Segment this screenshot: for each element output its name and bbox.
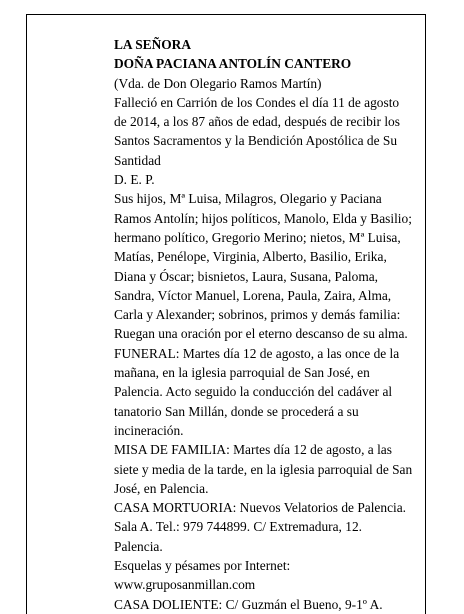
mortuary-paragraph: CASA MORTUORIA: Nuevos Velatorios de Palencia. Sala A. Tel.: 979 744899. C/ Extremadura, 12. Palencia. <box>114 500 407 554</box>
deceased-name: DOÑA PACIANA ANTOLÍN CANTERO <box>114 56 352 72</box>
family-mass-paragraph: MISA DE FAMILIA: Martes día 12 de agosto, a las siete y media de la tarde, en la iglesia parroquial de San José, en Palencia. <box>114 442 413 496</box>
obituary-text <box>114 35 414 614</box>
mourning-house-line: CASA DOLIENTE: C/ Guzmán el Bueno, 9-1º A. <box>114 596 383 612</box>
widow-line: (Vda. de Don Olegario Ramos Martín) <box>114 75 322 91</box>
dep-line: D. E. P. <box>114 172 155 188</box>
family-paragraph: Sus hijos, Mª Luisa, Milagros, Olegario y Paciana Ramos Antolín; hijos políticos, Manolo, Elda y Basilio; hermano político, Gregorio Merino; nietos, Mª Luisa, Matías, Penélope, Virginia, Alberto, Basilio, Erika, Diana y Óscar; bisnietos, Laura, Susana, Paloma, Sandra, Víctor Manuel, Lorena, Paula, Zaira, Alma, Carla y Alexander; sobrinos, primos y demás familia: Ruegan una oración por el eterno descanso de su alma. <box>114 191 412 342</box>
internet-paragraph: Esquelas y pésames por Internet: www.gruposanmillan.com <box>114 558 291 593</box>
death-paragraph: Falleció en Carrión de los Condes el día 11 de agosto de 2014, a los 87 años de edad, después de recibir los Santos Sacramentos y la Bendición Apostólica de Su Santidad <box>114 94 400 168</box>
funeral-paragraph: FUNERAL: Martes día 12 de agosto, a las once de la mañana, en la iglesia parroquial de San José, en Palencia. Acto seguido la conducción del cadáver al tanatorio San Millán, donde se procederá a su incineración. <box>114 345 400 438</box>
title-line: LA SEÑORA <box>114 37 192 52</box>
